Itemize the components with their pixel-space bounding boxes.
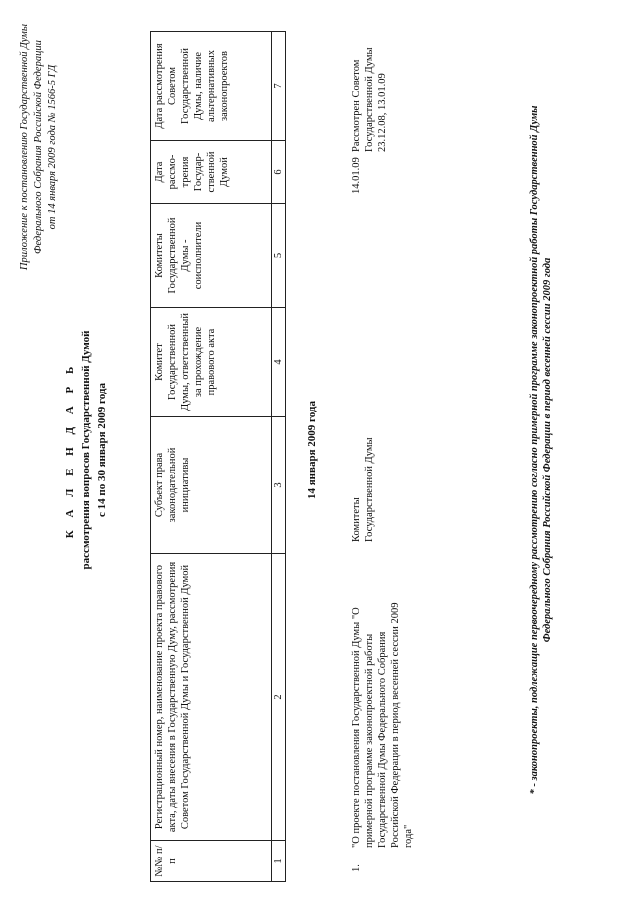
header-responsible-committee: Комитет Государственной Думы, ответственный за прохождение правового акта [151, 308, 272, 417]
row-title: "О проекте постановления Государственной Думы "О примерной программе законопроектной работы Государственной Думы Федерального Собрания Российской Федерации в период весенней сессии 2009 года" [351, 602, 414, 848]
table-number-row [272, 32, 286, 882]
calendar-title-main: К А Л Е Н Д А Р Ь [64, 361, 76, 539]
approval-note [18, 24, 60, 270]
calendar-table [150, 31, 286, 882]
header-number: №№ п/п [151, 841, 272, 882]
calendar-title-period: с 14 по 30 января 2009 года [96, 383, 108, 517]
column-number-5: 5 [272, 204, 286, 308]
header-council-date: Дата рассмотрения Советом Государственной Думы, наличие альтернативных законопроектов [151, 32, 272, 141]
column-number-1: 1 [272, 841, 286, 882]
header-registration: Регистрационный номер, наименование проекта правового акта, даты внесения в Государственную Думу, рассмотрения Советом Государственной Думы и Государственной Думой [151, 554, 272, 841]
column-number-2: 2 [272, 554, 286, 841]
header-subject: Субъект права законодательной инициативы [151, 417, 272, 554]
column-number-4: 4 [272, 308, 286, 417]
calendar-title [62, 0, 110, 900]
footnote [528, 0, 554, 900]
row-council-review: Рассмотрен Советом Государственной Думы 23.12.08, 13.01.09 [351, 47, 388, 152]
approval-line-3: от 14 января 2009 года № 1566-5 ГД [47, 64, 58, 230]
header-duma-date: Дата рассмо- трения Государ- ственной Думой [151, 141, 272, 204]
approval-line-1: Приложение к постановлению Государственной Думы [19, 24, 30, 271]
row-subject: Комитеты Государственной Думы [351, 437, 375, 542]
column-number-7: 7 [272, 32, 286, 141]
approval-line-2: Федерального Собрания Российской Федерации [33, 40, 44, 254]
column-number-6: 6 [272, 141, 286, 204]
date-heading: 14 января 2009 года [306, 400, 318, 500]
column-number-3: 3 [272, 417, 286, 554]
footnote-line-1: * - законопроекты, подлежащие первоочередному рассмотрению согласно примерной программе законопроектной работы Государственной Думы [529, 105, 540, 795]
row-duma-date: 14.01.09 [351, 157, 362, 194]
row-number: 1. [351, 864, 362, 872]
calendar-title-subtitle: рассмотрения вопросов Государственной Думой [80, 330, 92, 570]
header-co-executors: Комитеты Государственной Думы - соисполнители [151, 204, 272, 308]
footnote-line-2: Федерального Собрания Российской Федерации в период весенней сессии 2009 года [542, 257, 553, 643]
table-header-row [151, 32, 272, 882]
